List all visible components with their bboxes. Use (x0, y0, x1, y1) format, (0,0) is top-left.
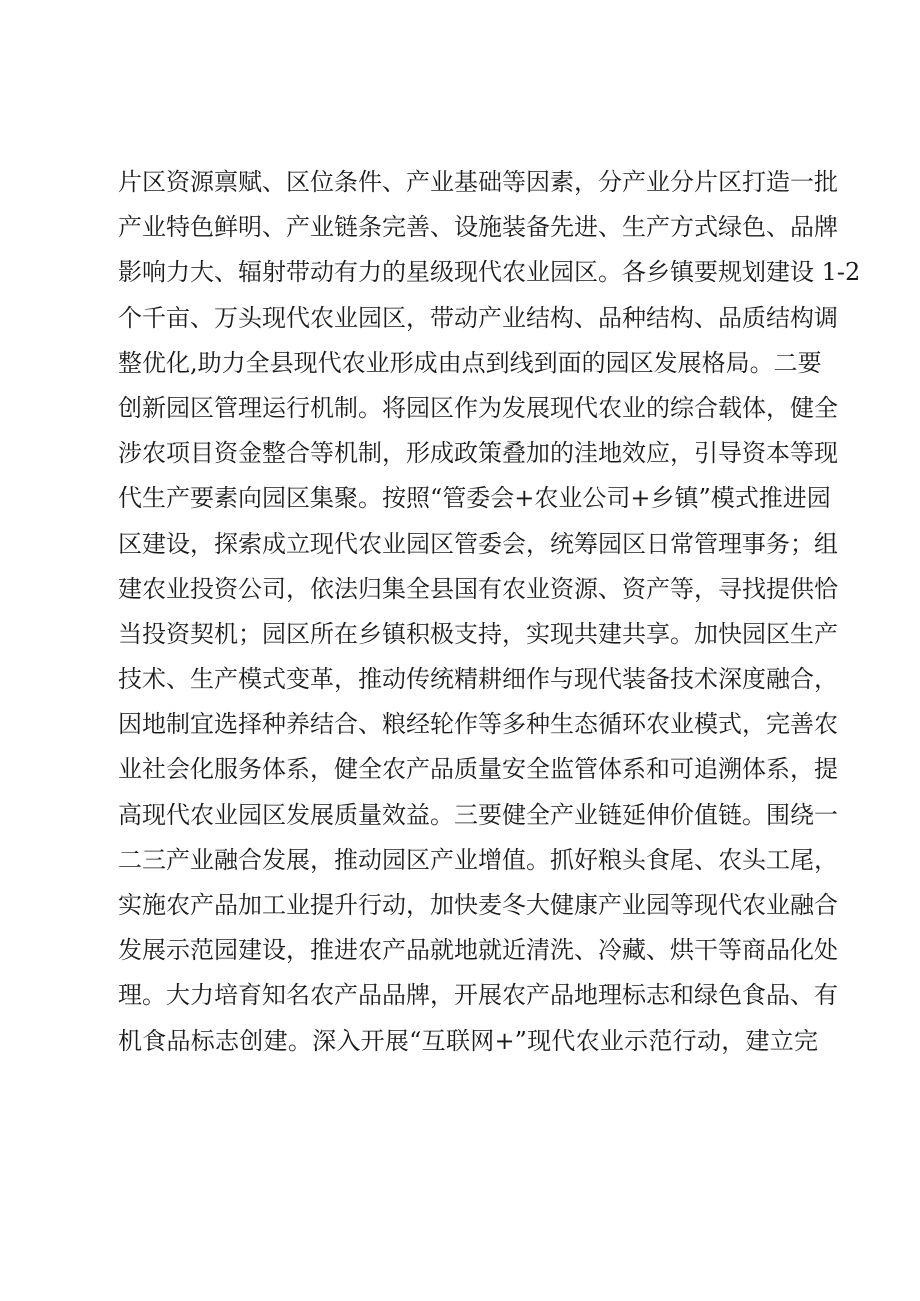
text-line: 二三产业融合发展，推动园区产业增值。抓好粮头食尾、农头工尾， (118, 845, 838, 874)
text-line: 因地制宜选择种养结合、粮经轮作等多种生态循环农业模式，完善农 (118, 710, 838, 739)
text-line: 区建设，探索成立现代农业园区管委会，统筹园区日常管理事务；组 (118, 529, 838, 558)
text-line: 业社会化服务体系，健全农产品质量安全监管体系和可追溯体系，提 (118, 755, 838, 784)
text-line: 理。大力培育知名农产品品牌，开展农产品地理标志和绿色食品、有 (118, 981, 838, 1010)
text-line: 实施农产品加工业提升行动，加快麦冬大健康产业园等现代农业融合 (118, 891, 838, 919)
text-line: 机食品标志创建。深入开展“互联网+”现代农业示范行动，建立完 (118, 1026, 818, 1055)
text-line: 涉农项目资金整合等机制，形成政策叠加的洼地效应，引导资本等现 (118, 439, 838, 468)
text-line: 影响力大、辐射带动有力的星级现代农业园区。各乡镇要规划建设 1-2 (118, 258, 861, 287)
text-line: 个千亩、万头现代农业园区，带动产业结构、品种结构、品质结构调 (118, 303, 838, 332)
text-line: 创新园区管理运行机制。将园区作为发展现代农业的综合载体，健全 (118, 393, 838, 422)
text-line: 代生产要素向园区集聚。按照“管委会+农业公司+乡镇”模式推进园 (118, 484, 831, 513)
text-line: 高现代农业园区发展质量效益。三要健全产业链延伸价值链。围绕一 (118, 800, 838, 829)
text-line: 技术、生产模式变革，推动传统精耕细作与现代装备技术深度融合， (118, 665, 838, 694)
text-line: 整优化,助力全县现代农业形成由点到线到面的园区发展格局。二要 (118, 348, 822, 377)
text-line: 当投资契机；园区所在乡镇积极支持，实现共建共享。加快园区生产 (118, 619, 838, 648)
text-line: 建农业投资公司，依法归集全县国有农业资源、资产等，寻找提供恰 (118, 574, 838, 603)
text-line: 产业特色鲜明、产业链条完善、设施装备先进、生产方式绿色、品牌 (118, 213, 838, 242)
text-line: 发展示范园建设，推进农产品就地就近清洗、冷藏、烘干等商品化处 (118, 936, 838, 965)
text-line: 片区资源禀赋、区位条件、产业基础等因素，分产业分片区打造一批 (118, 168, 838, 196)
body-paragraph (118, 160, 861, 1064)
